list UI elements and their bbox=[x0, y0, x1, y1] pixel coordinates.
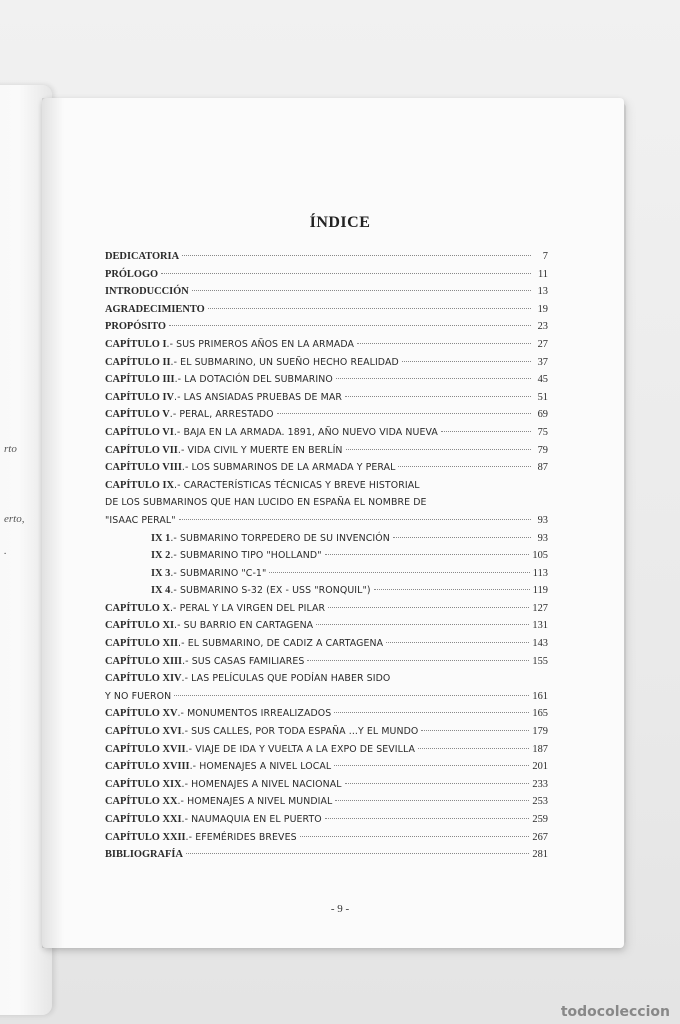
toc-entry bbox=[105, 409, 548, 427]
toc-entry-title: "ISAAC PERAL" bbox=[105, 514, 176, 526]
toc-entry bbox=[105, 533, 548, 551]
toc-entry bbox=[105, 761, 548, 779]
toc-entry-label: CAPÍTULO XX bbox=[105, 796, 178, 808]
toc-entry-page: 87 bbox=[537, 462, 548, 474]
toc-entry-label: CAPÍTULO VIII bbox=[105, 462, 182, 474]
toc-entry-page: 75 bbox=[537, 426, 548, 438]
toc-entry-label: AGRADECIMIENTO bbox=[105, 303, 205, 315]
toc-entry bbox=[105, 269, 548, 287]
left-page-fragment: rto bbox=[4, 443, 17, 455]
toc-entry-label: IX 2 bbox=[151, 550, 171, 562]
toc-entry bbox=[105, 480, 548, 498]
dot-leader bbox=[386, 642, 529, 643]
toc-entry bbox=[105, 304, 548, 322]
toc-entry-title: .- EFEMÉRIDES BREVES bbox=[185, 831, 297, 843]
toc-entry bbox=[105, 462, 548, 480]
toc-entry-label: DEDICATORIA bbox=[105, 251, 180, 262]
toc-entry-page: 113 bbox=[532, 567, 548, 579]
toc-entry-label: CAPÍTULO XVII bbox=[105, 743, 186, 755]
toc-entry-label: IX 3 bbox=[151, 567, 171, 579]
left-page-fragment: . bbox=[4, 545, 7, 557]
toc-entry bbox=[105, 339, 548, 357]
dot-leader bbox=[334, 712, 529, 713]
dot-leader bbox=[345, 783, 530, 784]
toc-entry-page: 23 bbox=[537, 321, 548, 333]
toc-entry-page: 45 bbox=[537, 374, 548, 386]
dot-leader bbox=[346, 449, 531, 450]
toc-entry-title: .- EL SUBMARINO, UN SUEÑO HECHO REALIDAD bbox=[170, 356, 399, 368]
toc-entry-label: CAPÍTULO XV bbox=[105, 708, 178, 720]
dot-leader bbox=[300, 836, 530, 837]
toc-entry-label: CAPÍTULO XVIII bbox=[105, 761, 190, 773]
toc-entry-label: CAPÍTULO XIX bbox=[105, 778, 182, 790]
toc-entry bbox=[105, 849, 548, 867]
toc-entry-page: 201 bbox=[532, 761, 548, 773]
toc-entry bbox=[105, 374, 548, 392]
dot-leader bbox=[269, 572, 529, 573]
dot-leader bbox=[307, 660, 529, 661]
toc-entry bbox=[105, 673, 548, 691]
dot-leader bbox=[421, 730, 529, 731]
toc-entry-title: .- EL SUBMARINO, DE CADIZ A CARTAGENA bbox=[178, 638, 384, 650]
toc-entry-title: .- PERAL Y LA VIRGEN DEL PILAR bbox=[169, 602, 326, 614]
toc-entry bbox=[105, 515, 548, 533]
dot-leader bbox=[179, 519, 531, 520]
dot-leader bbox=[357, 343, 531, 344]
toc-entry bbox=[105, 656, 548, 674]
toc-entry-title: .- NAUMAQUIA EN EL PUERTO bbox=[181, 814, 322, 825]
toc-entry-label: CAPÍTULO XIV bbox=[105, 673, 182, 685]
dot-leader bbox=[325, 818, 530, 819]
toc-entry-page: 281 bbox=[532, 849, 548, 861]
toc-entry-title: .- LAS ANSIADAS PRUEBAS DE MAR bbox=[174, 391, 342, 403]
dot-leader bbox=[334, 765, 529, 766]
toc-entry-title: .- SUBMARINO TIPO "HOLLAND" bbox=[170, 550, 322, 562]
toc-entry-title: .- SUS CALLES, POR TODA ESPAÑA ...Y EL MUNDO bbox=[181, 726, 419, 738]
toc-entry bbox=[105, 251, 548, 269]
toc-entry bbox=[105, 392, 548, 410]
dot-leader bbox=[398, 466, 531, 467]
dot-leader bbox=[169, 325, 531, 326]
toc-entry-label: CAPÍTULO XXII bbox=[105, 831, 186, 843]
toc-entry bbox=[105, 708, 548, 726]
toc-entry-page: 51 bbox=[537, 391, 548, 403]
page-title: ÍNDICE bbox=[309, 214, 371, 231]
toc-entry-page: 267 bbox=[532, 831, 548, 843]
toc-entry-page: 13 bbox=[537, 286, 548, 298]
toc-entry-page: 161 bbox=[532, 690, 548, 702]
toc-entry-title: .- VIAJE DE IDA Y VUELTA A LA EXPO DE SEVILLA bbox=[185, 743, 416, 755]
toc-entry-label: PRÓLOGO bbox=[105, 268, 159, 280]
toc-entry bbox=[105, 638, 548, 656]
toc-entry bbox=[105, 779, 548, 797]
toc-entry-page: 7 bbox=[542, 251, 548, 262]
toc-entry bbox=[105, 796, 548, 814]
toc-entry-title: .- HOMENAJES A NIVEL MUNDIAL bbox=[177, 796, 333, 808]
dot-leader bbox=[325, 554, 530, 555]
toc-entry-title: .- SUBMARINO "C-1" bbox=[170, 567, 267, 579]
toc-entry-title: .- LOS SUBMARINOS DE LA ARMADA Y PERAL bbox=[181, 462, 396, 474]
toc-entry-label: CAPÍTULO XI bbox=[105, 620, 174, 632]
toc-entry-label: CAPÍTULO V bbox=[105, 409, 170, 421]
dot-leader bbox=[374, 589, 530, 590]
toc-entry-page: 179 bbox=[532, 726, 548, 738]
toc-entry-page: 143 bbox=[532, 638, 548, 650]
toc-entry-page: 233 bbox=[532, 778, 548, 790]
toc-entry-label: CAPÍTULO XIII bbox=[105, 655, 183, 667]
dot-leader bbox=[402, 361, 531, 362]
toc-entry bbox=[105, 286, 548, 304]
toc-entry-title: .- CARACTERÍSTICAS TÉCNICAS Y BREVE HISTORIAL bbox=[174, 479, 420, 491]
toc-entry-label: CAPÍTULO VI bbox=[105, 426, 174, 438]
dot-leader bbox=[345, 396, 531, 397]
dot-leader bbox=[328, 607, 529, 608]
toc-entry-title: .- HOMENAJES A NIVEL LOCAL bbox=[189, 761, 332, 773]
page-number: - 9 - bbox=[330, 903, 350, 915]
toc-entry-label: CAPÍTULO III bbox=[105, 374, 175, 386]
toc-entry bbox=[105, 445, 548, 463]
left-page-fragment: erto, bbox=[4, 513, 25, 525]
dot-leader bbox=[186, 853, 529, 854]
toc-entry-label: CAPÍTULO I bbox=[105, 338, 167, 350]
watermark-logo: todocoleccion bbox=[560, 1004, 670, 1020]
toc-entry-page: 69 bbox=[537, 409, 548, 421]
dot-leader bbox=[393, 537, 531, 538]
toc-entry bbox=[105, 427, 548, 445]
toc-entry-title: .- SUBMARINO S-32 (EX - USS "RONQUIL") bbox=[170, 585, 371, 597]
toc-entry-page: 37 bbox=[537, 356, 548, 368]
toc-entry-label: CAPÍTULO XXI bbox=[105, 814, 182, 825]
dot-leader bbox=[441, 431, 531, 432]
toc-entry-page: 105 bbox=[532, 550, 548, 562]
toc-entry-title: Y NO FUERON bbox=[105, 690, 172, 702]
toc-entry-label: BIBLIOGRAFÍA bbox=[105, 849, 183, 861]
toc-entry-title: DE LOS SUBMARINOS QUE HAN LUCIDO EN ESPAÑA EL NOMBRE DE bbox=[105, 497, 427, 509]
toc-entry-title: .- BAJA EN LA ARMADA. 1891, AÑO NUEVO VIDA NUEVA bbox=[173, 426, 438, 438]
toc-entry bbox=[105, 357, 548, 375]
table-of-contents bbox=[105, 251, 548, 867]
dot-leader bbox=[208, 308, 531, 309]
toc-entry-label: PROPÓSITO bbox=[105, 321, 167, 333]
toc-entry-page: 165 bbox=[532, 708, 548, 720]
toc-entry-page: 187 bbox=[532, 743, 548, 755]
dot-leader bbox=[418, 748, 529, 749]
toc-entry bbox=[105, 832, 548, 850]
dot-leader bbox=[335, 800, 529, 801]
dot-leader bbox=[192, 290, 531, 291]
toc-entry-page: 127 bbox=[532, 602, 548, 614]
toc-entry bbox=[105, 691, 548, 709]
toc-entry-title: .- MONUMENTOS IRREALIZADOS bbox=[177, 708, 332, 720]
toc-entry-label: CAPÍTULO IX bbox=[105, 479, 174, 491]
toc-entry bbox=[105, 497, 548, 515]
toc-entry-label: CAPÍTULO XII bbox=[105, 638, 179, 650]
toc-entry-label: INTRODUCCIÓN bbox=[105, 286, 189, 298]
toc-entry-page: 155 bbox=[532, 655, 548, 667]
dot-leader bbox=[277, 413, 531, 414]
toc-entry bbox=[105, 726, 548, 744]
toc-entry-title: .- SUS CASAS FAMILIARES bbox=[182, 655, 305, 667]
dot-leader bbox=[182, 255, 531, 256]
toc-entry-label: CAPÍTULO X bbox=[105, 602, 170, 614]
toc-entry bbox=[105, 550, 548, 568]
toc-entry-title: .- LAS PELÍCULAS QUE PODÍAN HABER SIDO bbox=[181, 673, 391, 685]
toc-entry-page: 119 bbox=[532, 585, 548, 597]
toc-entry-title: .- SUBMARINO TORPEDERO DE SU INVENCIÓN bbox=[170, 532, 390, 544]
dot-leader bbox=[174, 695, 529, 696]
toc-entry-page: 27 bbox=[537, 338, 548, 350]
toc-entry-page: 131 bbox=[532, 620, 548, 632]
toc-entry bbox=[105, 603, 548, 621]
toc-entry-title: .- SU BARRIO EN CARTAGENA bbox=[174, 620, 314, 632]
dot-leader bbox=[161, 273, 531, 274]
toc-entry bbox=[105, 568, 548, 586]
toc-entry-title: .- LA DOTACIÓN DEL SUBMARINO bbox=[174, 374, 333, 386]
dot-leader bbox=[336, 378, 531, 379]
toc-entry-title: .- SUS PRIMEROS AÑOS EN LA ARMADA bbox=[166, 338, 355, 350]
toc-entry-page: 11 bbox=[537, 268, 548, 280]
toc-entry-label: CAPÍTULO XVI bbox=[105, 726, 182, 738]
toc-entry-page: 93 bbox=[537, 532, 548, 544]
toc-entry-title: .- HOMENAJES A NIVEL NACIONAL bbox=[181, 778, 342, 790]
toc-entry-page: 253 bbox=[532, 796, 548, 808]
toc-entry-page: 259 bbox=[532, 814, 548, 825]
toc-entry bbox=[105, 814, 548, 832]
toc-entry-title: .- PERAL, ARRESTADO bbox=[169, 409, 274, 421]
toc-entry bbox=[105, 620, 548, 638]
toc-entry-label: CAPÍTULO VII bbox=[105, 444, 178, 456]
toc-entry-label: IX 1 bbox=[151, 532, 171, 544]
toc-entry bbox=[105, 321, 548, 339]
toc-entry-label: CAPÍTULO IV bbox=[105, 391, 174, 403]
toc-entry-page: 79 bbox=[537, 444, 548, 456]
toc-entry-page: 93 bbox=[537, 514, 548, 526]
dot-leader bbox=[316, 624, 529, 625]
toc-entry bbox=[105, 744, 548, 762]
toc-entry-label: CAPÍTULO II bbox=[105, 356, 171, 368]
toc-entry-label: IX 4 bbox=[151, 585, 171, 597]
toc-entry bbox=[105, 585, 548, 603]
toc-entry-title: .- VIDA CIVIL Y MUERTE EN BERLÍN bbox=[177, 444, 343, 456]
toc-entry-page: 19 bbox=[537, 303, 548, 315]
